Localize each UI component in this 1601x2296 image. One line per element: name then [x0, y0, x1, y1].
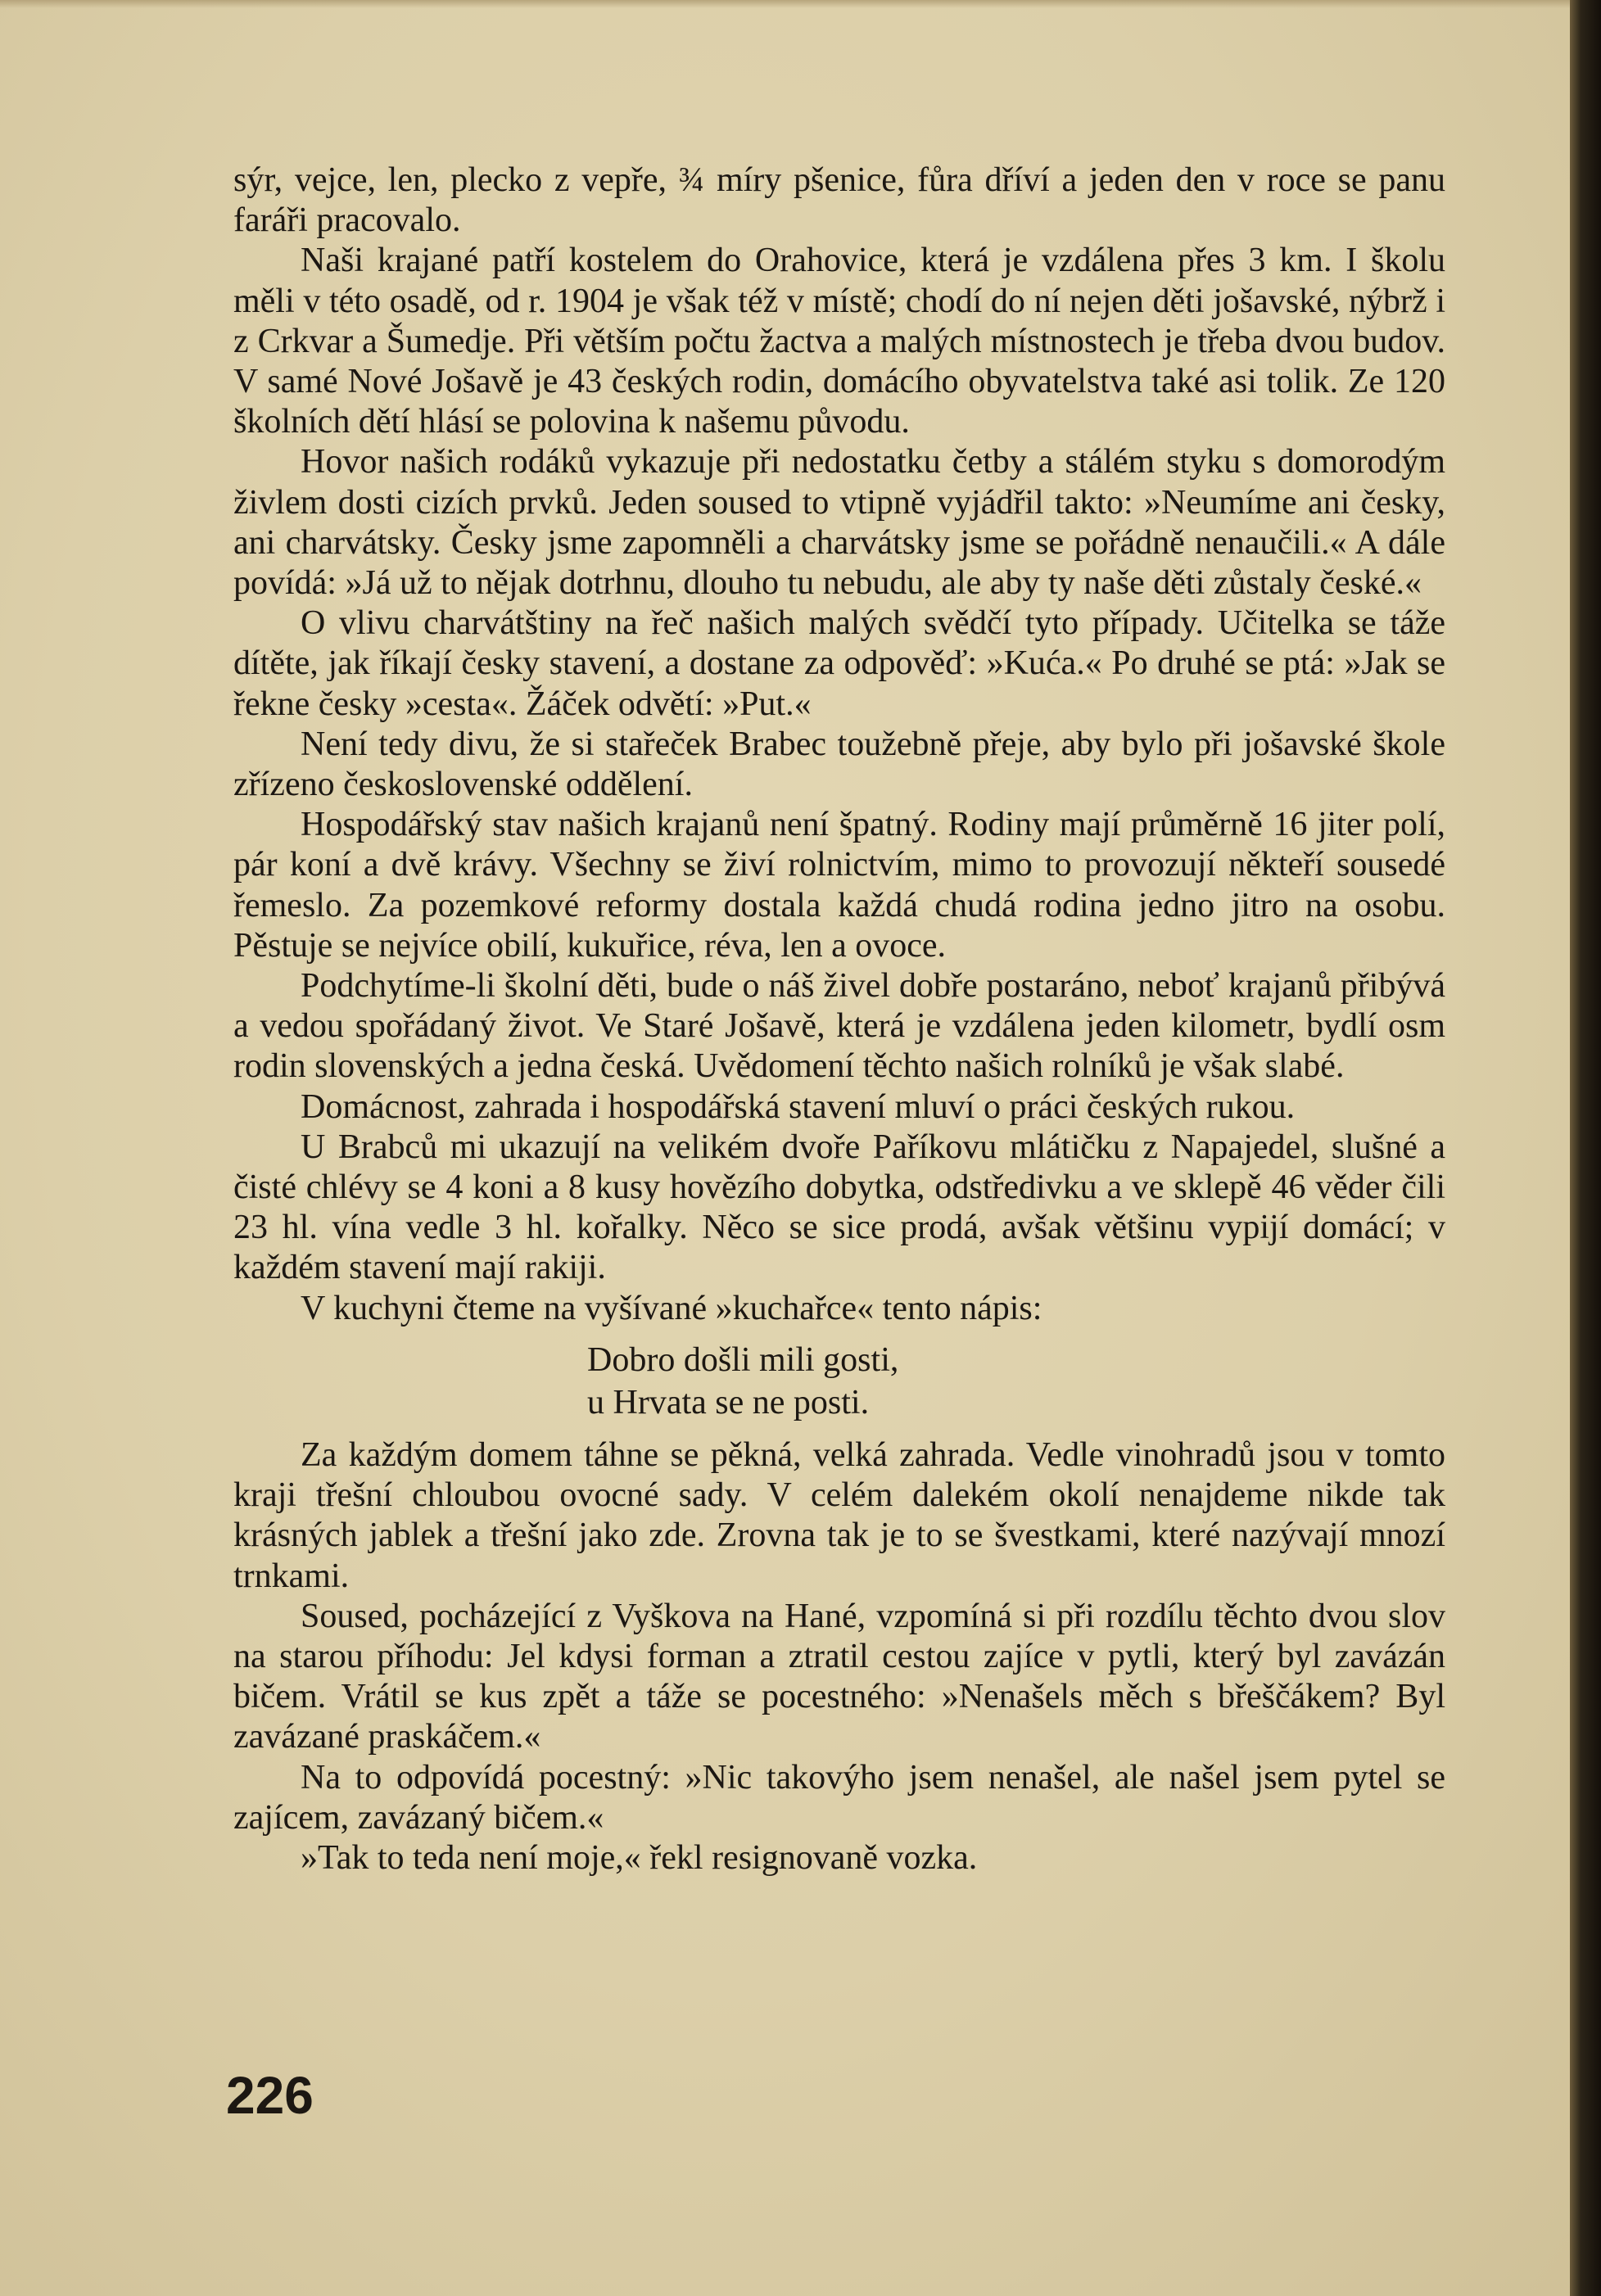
paragraph-10: V kuchyni čteme na vyšívané »kuchařce« tento nápis:: [301, 1289, 1042, 1327]
paragraph-4: O vlivu charvátštiny na řeč našich malých svědčí tyto případy. Učitelka se táže dítěte, jak říkají česky stavení, a dostane za odpověď: »Kuća.« Po druhé se ptá: »Jak se řekne česky »cesta«. Žáček odvětí: »Put.«: [233, 604, 1445, 723]
paragraph-13: Na to odpovídá pocestný: »Nic takovýho jsem nenašel, ale našel jsem pytel se zajícem, zavázaný bičem.«: [233, 1758, 1445, 1837]
paragraph-6: Hospodářský stav našich krajanů není špatný. Rodiny mají průměrně 16 jiter polí, pár koní a dvě krávy. Všechny se živí rolnictvím, mimo to provozují někteří sousedé řemeslo. Za pozemkové reformy dostala každá chudá rodina jedno jitro na osobu. Pěstuje se nejvíce obilí, kukuřice, réva, len a ovoce.: [233, 806, 1445, 965]
page-edge-shadow-top: [0, 0, 1570, 8]
paragraph-2: Naši krajané patří kostelem do Orahovice, která je vzdálena přes 3 km. I školu měli v této osadě, od r. 1904 je však též v místě; chodí do ní nejen děti jošavské, nýbrž i z Crkvar a Šumedje. Při větším počtu žactva a malých místnostech je třeba dvou budov. V samé Nové Jošavě je 43 českých rodin, domácího obyvatelstva také asi tolik. Ze 120 školních dětí hlásí se polovina k našemu původu.: [233, 242, 1445, 441]
paragraph-11: Za každým domem táhne se pěkná, velká zahrada. Vedle vinohradů jsou v tomto kraji třešní chloubou ovocné sady. V celém dalekém okolí nenajdeme nikde tak krásných jablek a třešní jako zde. Zrovna tak je to se švestkami, které nazývají mnozí trnkami.: [233, 1435, 1445, 1595]
paragraph-7: Podchytíme-li školní děti, bude o náš živel dobře postaráno, neboť krajanů přibývá a vedou spořádaný život. Ve Staré Jošavě, která je vzdálena jeden kilometr, bydlí osm rodin slovenských a jedna česká. Uvědomení těchto našich rolníků je však slabé.: [233, 967, 1445, 1086]
paragraph-14: »Tak to teda není moje,« řekl resignovaně vozka.: [301, 1838, 978, 1877]
poem-line-1: Dobro došli mili gosti,: [587, 1340, 899, 1379]
paragraph-3: Hovor našich rodáků vykazuje při nedostatku četby a stálém styku s domorodým živlem dosti cizích prvků. Jeden soused to vtipně vyjádřil takto: »Neumíme ani česky, ani charvátsky. Česky jsme zapomněli a charvátsky jsme se pořádně nenaučili.« A dále povídá: »Já už to nějak dotrhnu, dlouho tu nebudu, ale aby ty naše děti zůstaly české.«: [233, 443, 1445, 603]
page-number: 226: [226, 2066, 314, 2125]
paragraph-8: Domácnost, zahrada i hospodářská stavení mluví o práci českých rukou.: [301, 1087, 1296, 1126]
poem-line-2: u Hrvata se ne posti.: [587, 1383, 870, 1421]
paragraph-5: Není tedy divu, že si stařeček Brabec toužebně přeje, aby bylo při jošavské škole zřízeno československé oddělení.: [233, 725, 1445, 804]
paragraph-9: U Brabců mi ukazují na velikém dvoře Paříkovu mlátičku z Napajedel, slušné a čisté chlévy se 4 koni a 8 kusy hovězího dobytka, odstředivku a ve sklepě 46 věder čili 23 hl. vína vedle 3 hl. kořalky. Něco se sice prodá, avšak většinu vypijí domácí; v každém stavení mají rakiji.: [233, 1128, 1445, 1287]
paragraph-12: Soused, pocházející z Vyškova na Hané, vzpomíná si při rozdílu těchto dvou slov na starou příhodu: Jel kdysi forman a ztratil cestou zajíce v pytli, který byl zavázán bičem. Vrátil se kus zpět a táže se pocestného: »Nenašels měch s břeščákem? Byl zavázané praskáčem.«: [233, 1597, 1445, 1756]
embroidered-inscription: [233, 1339, 1445, 1424]
body-text: [233, 160, 1445, 1878]
paragraph-1: sýr, vejce, len, plecko z vepře, ¾ míry pšenice, fůra dříví a jeden den v roce se panu faráři pracovalo.: [233, 161, 1445, 240]
book-spine-shadow: [1570, 0, 1601, 2296]
